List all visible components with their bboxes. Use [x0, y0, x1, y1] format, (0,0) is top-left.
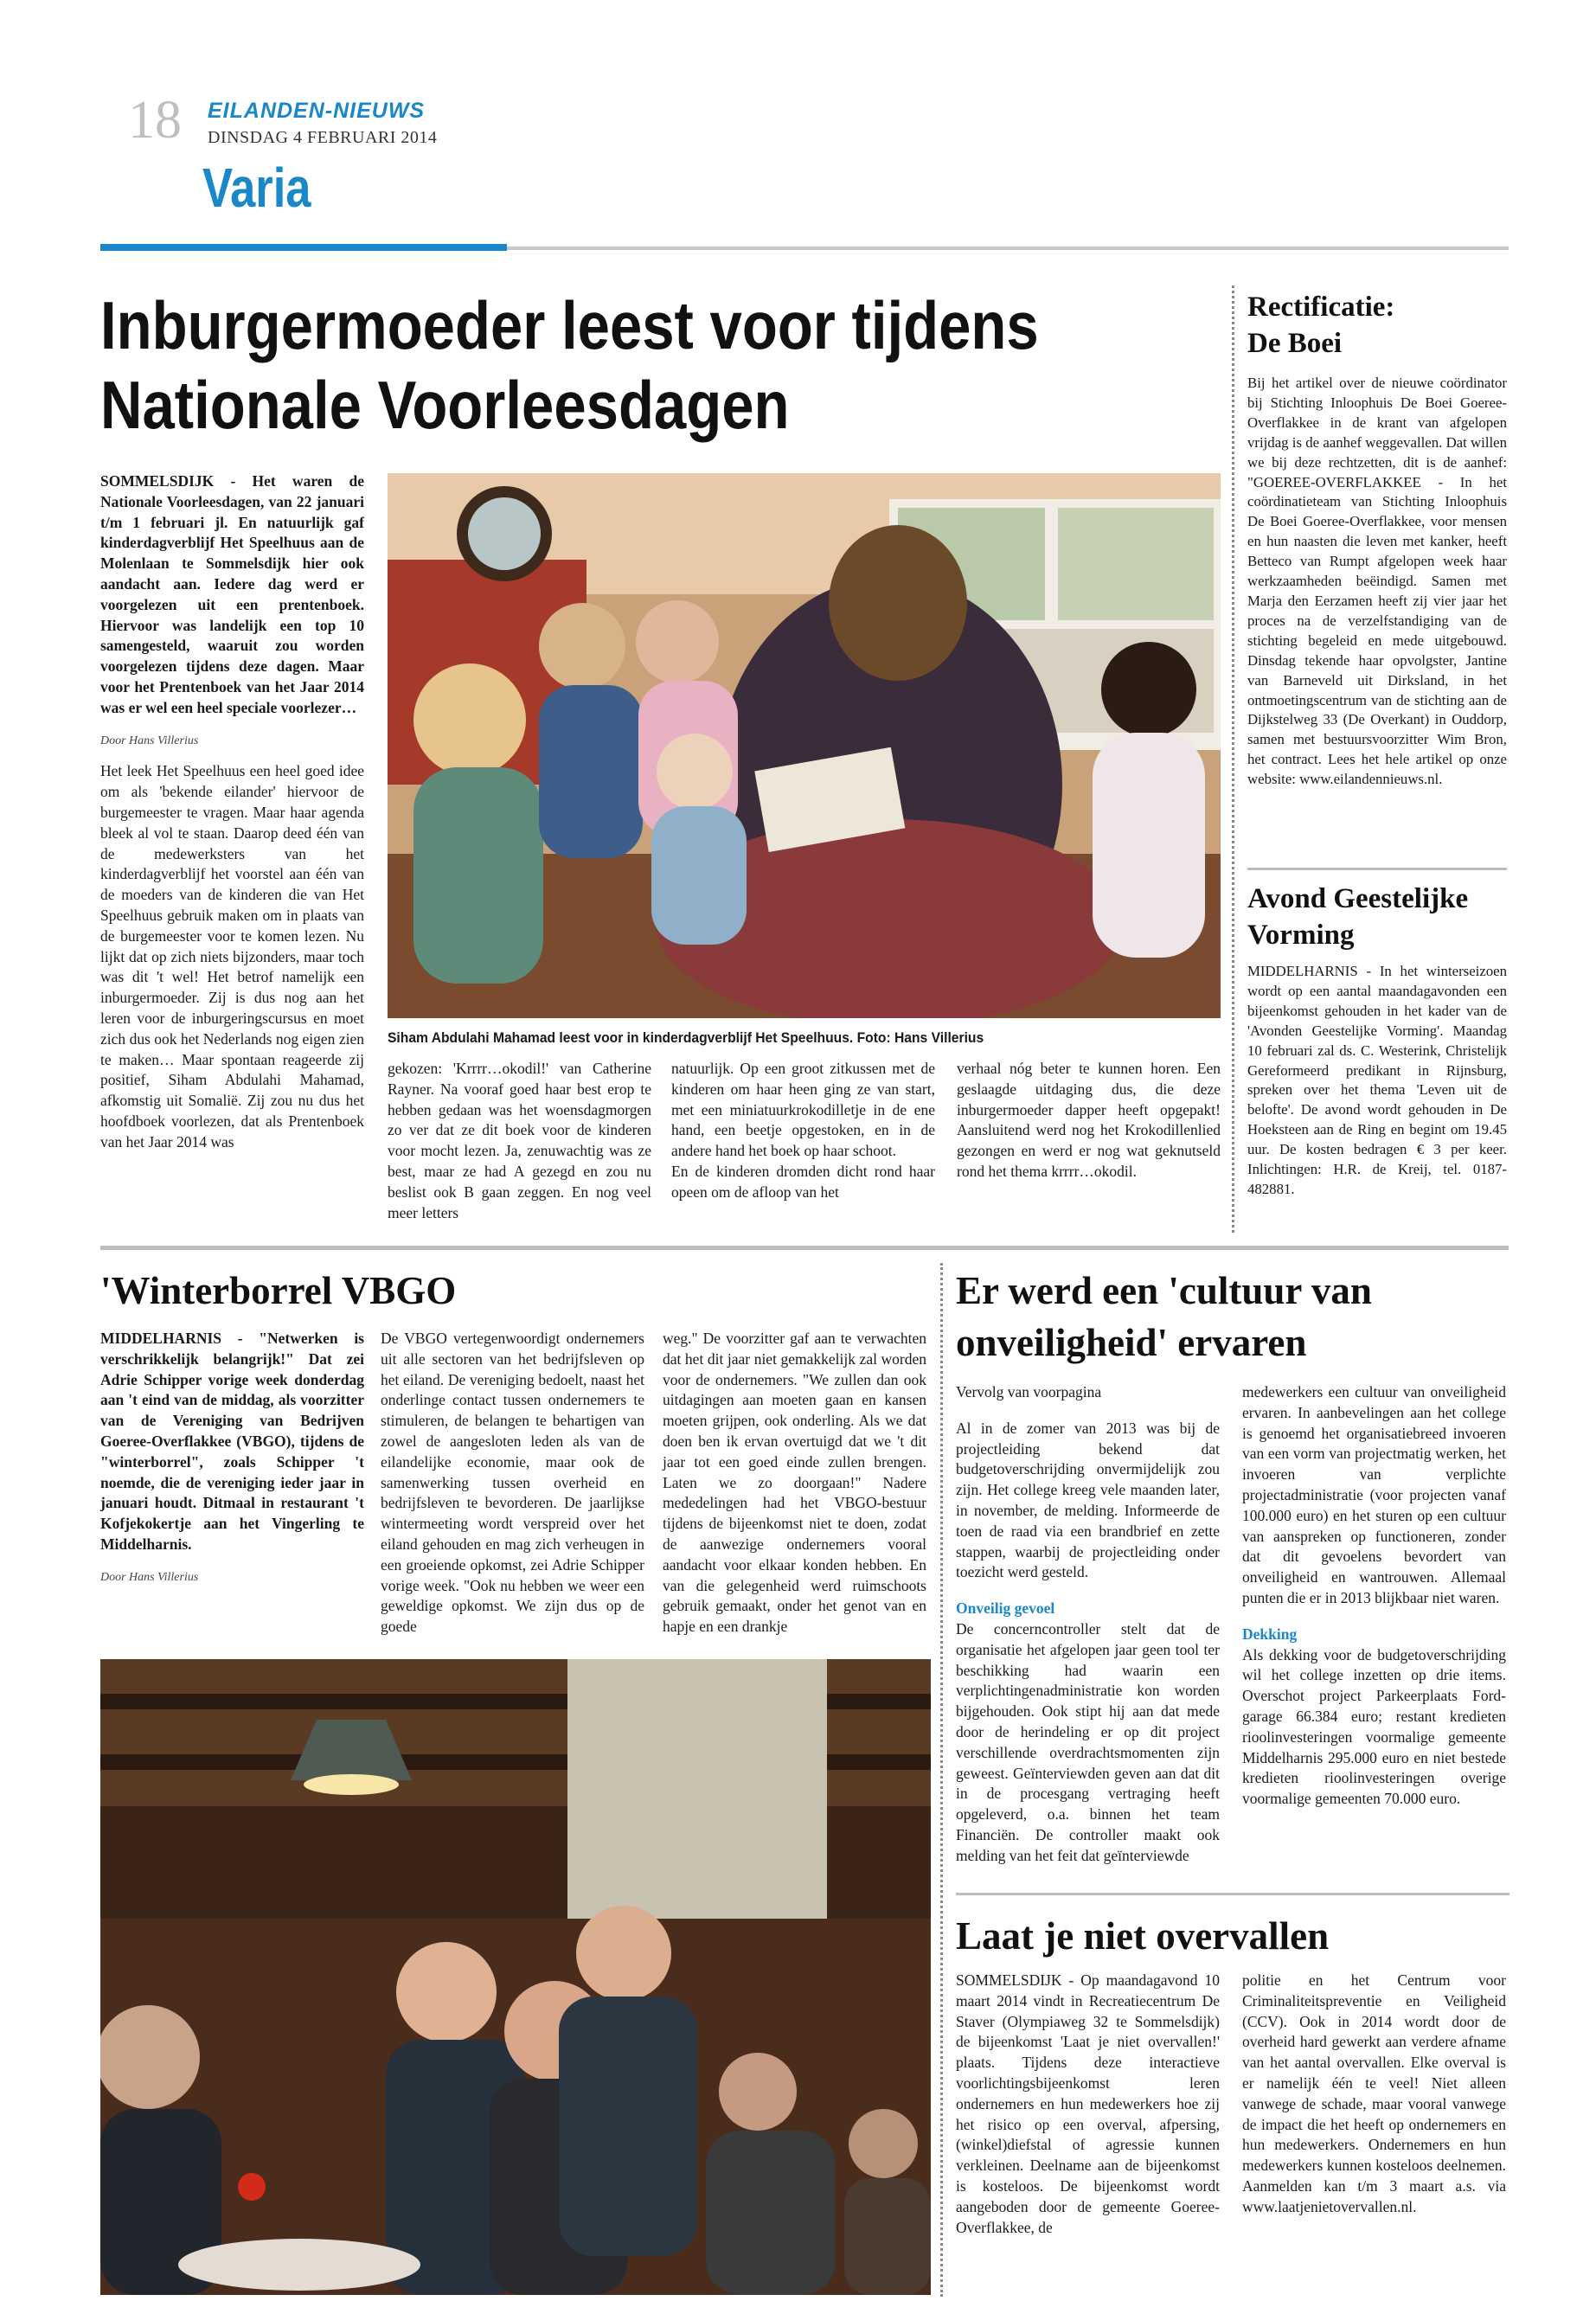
winterborrel-body-3: weg." De voorzitter gaf aan te verwachten dat het dit jaar niet gemakkelijk zal worden voor de ondernemers. "We zullen dan ook uitdagingen aan moeten gaan en kansen moeten grijpen, ook onderling. Als we dat doen ben ik ervan overtuigd dat we 't dit jaar tot een goed einde zullen brengen. Laten we zo doorgaan!" Nadere mededelingen had het VBGO-bestuur tijdens de bijeenkomst niet te doen, zodat de aanwezige ondernemers vooral aandacht voor elkaar konden hebben. En van die gelegenheid werd ruimschoots gebruik gemaakt, onder het genot van en hapje en een drankje: [663, 1330, 926, 1636]
cultuur-subhead-dekking: Dekking: [1242, 1625, 1298, 1643]
cultuur-body-1a: Al in de zomer van 2013 was bij de projectleiding bekend dat budgetoverschrijding onvermijdelijk zou zijn. Het college kreeg vele maanden later, in november, de melding. Informeerde de toen de raad via een brandbrief en zette stappen, waarbij de projectleiding onder toezicht werd gesteld.: [956, 1419, 1220, 1581]
sidebar-rule: [1247, 868, 1507, 870]
main-article-column-2: [388, 1059, 651, 1223]
cultuur-title-line1: Er werd een 'cultuur van: [956, 1269, 1372, 1312]
vorming-title-line1: Avond Geestelijke: [1247, 883, 1469, 914]
cultuur-subhead-onveilig: Onveilig gevoel: [956, 1599, 1055, 1618]
masthead-logo: EILANDEN-NIEUWS: [208, 99, 426, 123]
winterborrel-intro: MIDDELHARNIS - "Netwerken is verschrikkelijk belangrijk!" Dat zei Adrie Schipper vorige week donderdag aan 't eind van de middag, als voorzitter van de Vereniging van Bedrijven Goeree-Overflakkee (VBGO), tijdens de "winterborrel", zoals Schipper 't noemde, die de vereniging ieder jaar in januari houdt. Ditmaal in restaurant 't Kofjekokertje aan het Vingerling te Middelharnis.: [100, 1330, 364, 1553]
cultuur-end-rule: [956, 1893, 1509, 1895]
cultuur-title: [956, 1265, 1509, 1368]
page-number: 18: [128, 91, 182, 150]
winterborrel-title: 'Winterborrel VBGO: [100, 1269, 457, 1312]
main-article-body-2: gekozen: 'Krrrr…okodil!' van Catherine Rayner. Na vooraf goed haar best erop te hebben gedaan was het woensdagmorgen zo ver dat ze dit boek voor de kinderen voor mocht lezen. Ja, zenuwachtig was ze best, maar ze had A gezegd en zou nu beslist ook B gaan zeggen. En nog veel meer letters: [388, 1060, 651, 1221]
photo-caption-reading: Siham Abdulahi Mahamad leest voor in kinderdagverblijf Het Speelhuus. Foto: Hans Villerius: [388, 1029, 984, 1046]
winterborrel-byline: Door Hans Villerius: [100, 1570, 199, 1584]
mid-page-rule: [100, 1246, 1509, 1250]
cultuur-vervolg: Vervolg van voorpagina: [956, 1383, 1102, 1400]
right-column-divider: [940, 1263, 943, 2297]
main-headline: [100, 285, 1067, 445]
sidebar-divider: [1232, 285, 1234, 1233]
issue-date: DINSDAG 4 FEBRUARI 2014: [208, 128, 438, 147]
cultuur-column-1: [956, 1382, 1220, 1867]
rectificatie-body: Bij het artikel over de nieuwe coördinator bij Stichting Inloophuis De Boei Goeree-Overflakkee in de krant van afgelopen vrijdag is de aanhef weggevallen. Dat willen we bij deze rechtzetten, dit is de aanhef: "GOEREE-OVERFLAKKEE - In het coördinatieteam van Stichting Inloophuis De Boei Goeree-Overflakkee, voor mensen en hun naasten die leven met kanker, heeft Betteco van Rumpt afgelopen week haar werkzaamheden beëindigd. Samen met Marja den Eerzamen heeft zij vier jaar het proces na de verzelfstandiging van de stichting begeleid en mede uitgebouwd. Dinsdag tekende haar opvolgster, Jantine van Barneveld uit Dirksland, in het ontmoetingscentrum van de stichting aan de Dijkstelweg 33 (De Overkant) in Ouddorp, samen met bestuursvoorzitter Wim Bron, het contract. Lees het hele artikel op onze website: www.eilandennieuws.nl.: [1247, 375, 1507, 788]
section-rule-accent: [100, 244, 507, 251]
vorming-title-line2: Vorming: [1247, 920, 1355, 951]
overvallen-column-1: SOMMELSDIJK - Op maandagavond 10 maart 2014 vindt in Recreatiecentrum De Staver (Olympiaweg 32 te Sommelsdijk) de bijeenkomst 'Laat je niet overvallen!' plaats. Tijdens deze interactieve voorlichtingsbijeenkomst leren ondernemers en hun medewerkers hoe zij het risico op een overval, afpersing, (winkel)diefstal of agressie kunnen verkleinen. Deelname aan de bijeenkomst is kosteloos. De bijeenkomst wordt aangeboden door de gemeente Goeree-Overflakkee, de: [956, 1971, 1220, 2236]
vorming-body: MIDDELHARNIS - In het winterseizoen wordt op een aantal maandagavonden een bijeenkomst gehouden in het kader van de 'Avonden Geestelijke Vorming'. Maandag 10 februari zal ds. C. Westerink, Christelijk Gereformeerd predikant in Rijnsburg, spreken over het thema 'Leven uit de belofte'. De avond wordt gehouden in De Hoeksteen aan de Ring en begint om 19.45 uur. De kosten bedragen € 3 per keer. Inlichtingen: H.R. de Kreij, tel. 0187-482881.: [1247, 963, 1507, 1197]
winterborrel-column-2: [381, 1329, 644, 1638]
winterborrel-body-2: De VBGO vertegenwoordigt ondernemers uit alle sectoren van het bedrijfsleven op het eiland. De vereniging bedoelt, naast het onderlinge contact tussen ondernemers te stimuleren, de belangen te behartigen van zowel de aangesloten leden als van de eilandelijke economie, maar ook de samenwerking tussen overheid en bedrijfsleven te bevorderen. De jaarlijkse wintermeeting wordt verspreid over het eiland gehouden en mag zich verheugen in een groeiende opkomst, zei Adrie Schipper vorige week. "Ook nu hebben we weer een geweldige opkomst. We zijn dus op de goede: [381, 1330, 644, 1636]
main-article-byline: Door Hans Villerius: [100, 734, 199, 747]
main-article-intro: SOMMELSDIJK - Het waren de Nationale Voorleesdagen, van 22 januari t/m 1 februari jl. En natuurlijk gaf kinderdagverblijf Het Speelhuus aan de Molenlaan te Sommelsdijk hier ook aandacht aan. Iedere dag werd er voorgelezen uit een prentenboek. Hiervoor was landelijk een top 10 samengesteld, waaruit zou worden voorgelezen tijdens deze dagen. Maar voor het Prentenboek van het Jaar 2014 was er wel een heel speciale voorlezer…: [100, 472, 364, 716]
main-article-column-4: [957, 1059, 1221, 1183]
main-article-body-4: verhaal nóg beter te kunnen horen. Een geslaagde uitdaging dus, die deze inburgermoeder dapper heeft opgepakt! Aansluitend werd nog het Krokodillenlied gezongen en werd er nog wat geknutseld rond het thema krrrr…okodil.: [957, 1060, 1221, 1180]
photo-reading-children: [388, 473, 1221, 1018]
cultuur-column-2: [1242, 1382, 1506, 1810]
vorming-title: [1247, 881, 1507, 953]
rectificatie-title: [1247, 289, 1507, 362]
cultuur-body-2b: Als dekking voor de budgetoverschrijding wil het college inzetten op drie items. Overschot project Parkeerplaats Ford-garage 66.384 euro; restant kredieten rioolinvesteringen voormalige gemeente Middelharnis 295.000 euro en niet bestede kredieten rioolinvesteringen overige voormalige gemeenten 70.000 euro.: [1242, 1645, 1506, 1808]
main-article-body-1: Het leek Het Speelhuus een heel goed idee om als 'bekende eilander' hiervoor de burgemeester te vragen. Maar haar agenda bleek al vol te staan. Daarop deed één van de medewerksters van het kinderdagverblijf het voorstel aan één van de moeders van de kinderen die van Het Speelhuus gebruik maken om in plaats van de burgemeester voor te komen lezen. Nu lijkt dat op zich niets bijzonders, maar toch was dit 't wel! Het betrof namelijk een inburgermoeder. Zij is dus nog aan het leren voor de inburgeringscursus en moet zich dus ook het Nederlands nog eigen zien te maken… Maar spontaan reageerde zij positief, Siham Abdulahi Mahamad, afkomstig uit Somalië. Zij zou nu dus het hoofdboek voorlezen, dat als Prentenboek van het Jaar 2014 was: [100, 762, 364, 1150]
winterborrel-column-3: [663, 1329, 926, 1638]
main-article-column-3: [671, 1059, 935, 1203]
winterborrel-column-1: [100, 1329, 364, 1588]
overvallen-title: Laat je niet overvallen: [956, 1914, 1330, 1958]
cultuur-body-1b: De concerncontroller stelt dat de organisatie het afgelopen jaar geen tool ter beschikking had waarin een verplichtingenadministratie kon worden bijgehouden. Ook stipt hij aan dat mede door de herindeling er op dit project verschillende overdrachtsmomenten zijn geweest. Geïnterviewden geven aan dat dit in de procesgang vertraging heeft opgeleverd, o.a. binnen het team Financiën. De controller maakt ook melding van het feit dat geïnterviewde: [956, 1619, 1220, 1864]
cultuur-body-2a: medewerkers een cultuur van onveiligheid ervaren. In aanbevelingen aan het college is genoemd het organisatiebreed invoeren van een vorm van projectmatig werken, het invoeren van verplichte projectadministratie (voor projecten vanaf 100.000 euro) en het sturen op een cultuur van aanspreken op functioneren, zonder dat dit gevoelens bevordert van onveiligheid en wantrouwen. Allemaal punten die er in 2013 blijkbaar niet waren.: [1242, 1383, 1506, 1606]
main-headline-line1: Inburgermoeder leest voor tijdens: [100, 287, 1039, 363]
rectificatie-title-line1: Rectificatie:: [1247, 292, 1395, 323]
section-title: Varia: [202, 157, 311, 219]
photo-winterborrel: [100, 1659, 931, 2295]
main-headline-line2: Nationale Voorleesdagen: [100, 367, 790, 443]
rectificatie-title-line2: De Boei: [1247, 328, 1343, 359]
section-rule: [507, 247, 1509, 250]
main-article-body-3b: En de kinderen dromden dicht rond haar opeen om de afloop van het: [671, 1162, 935, 1201]
main-article-column-1: [100, 471, 364, 1153]
main-article-body-3a: natuurlijk. Op een groot zitkussen met de kinderen om haar heen ging ze van start, met een miniatuurkrokodilletje in de ene hand, een beetje opgestoken, en in de andere hand het boek op haar schoot.: [671, 1060, 935, 1160]
cultuur-title-line2: onveiligheid' ervaren: [956, 1321, 1307, 1364]
overvallen-column-2: politie en het Centrum voor Criminaliteitspreventie en Veiligheid (CCV). Ook in 2014 wordt door de overheid hard gewerkt aan verdere afname van het aantal overvallen. Elke overval is er namelijk één te veel! Niet alleen vanwege de schade, maar vooral vanwege de impact die het heeft op ondernemers en hun medewerkers. Ondernemers en hun medewerkers kunnen kosteloos deelnemen. Aanmelden kan t/m 3 maart a.s. via www.laatjenietovervallen.nl.: [1242, 1971, 1506, 2215]
